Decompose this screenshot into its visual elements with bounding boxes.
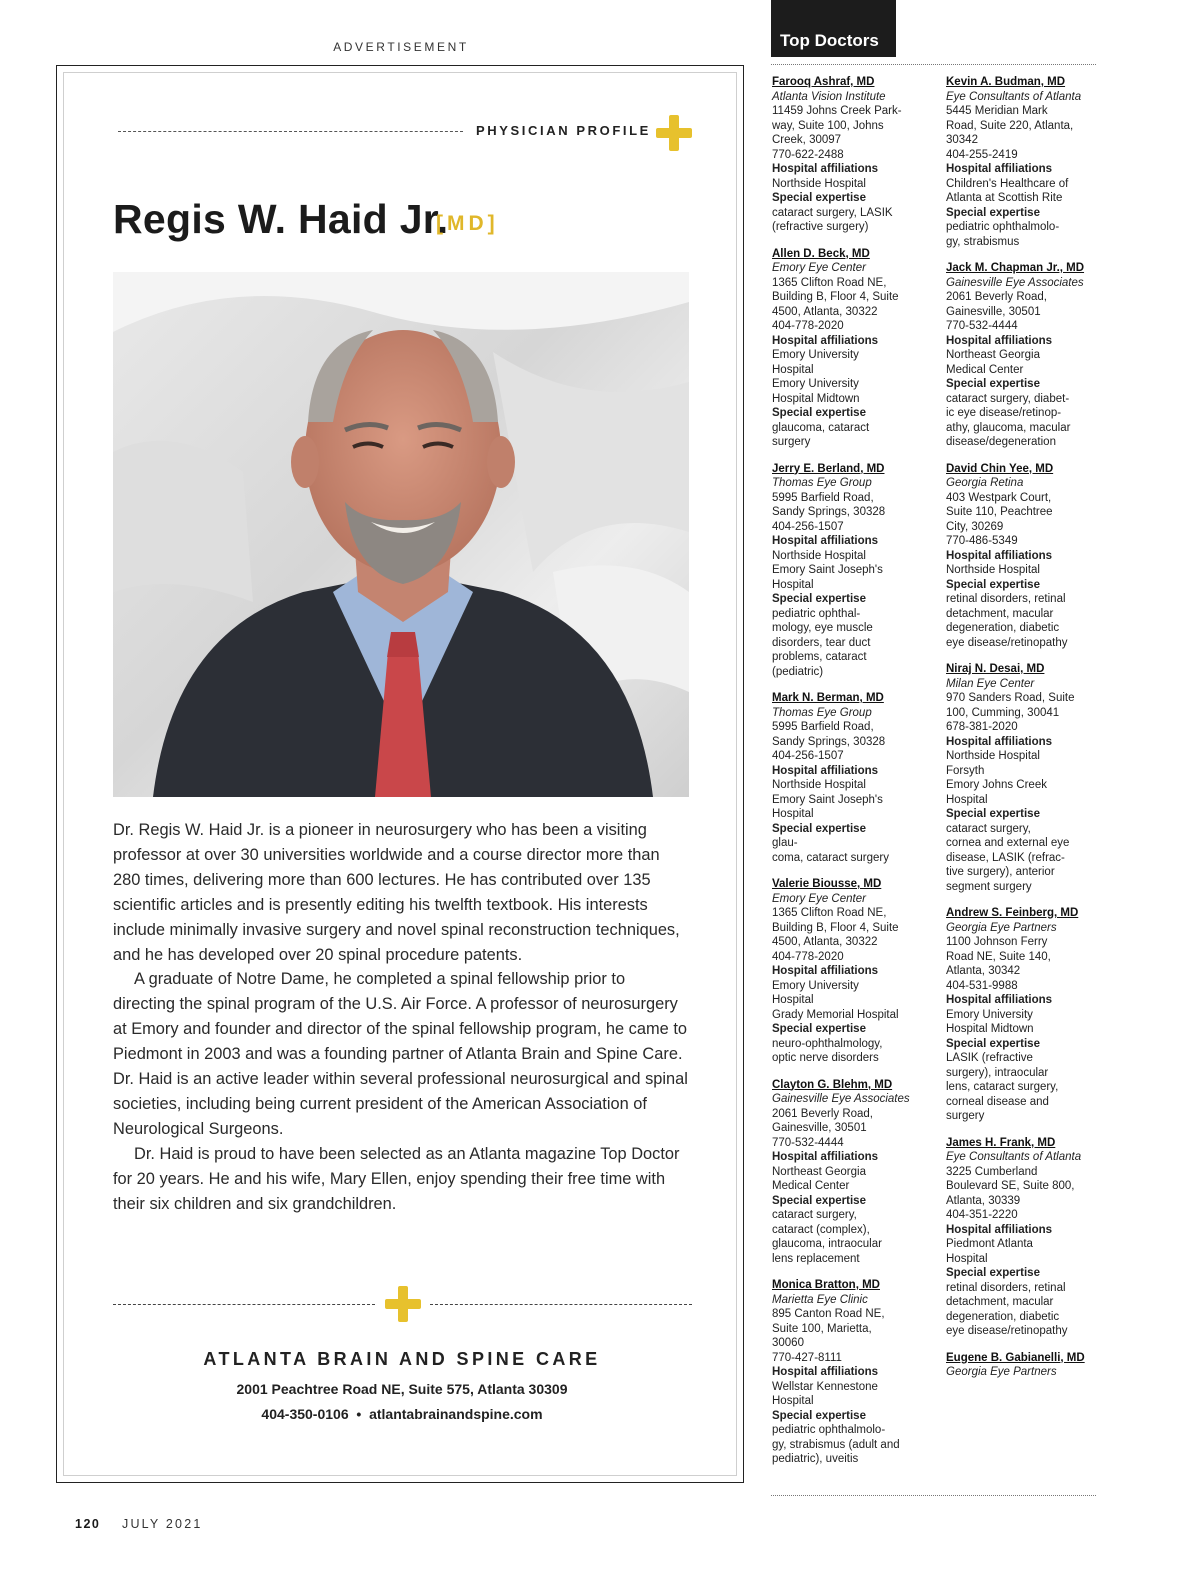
doctor-name: Andrew S. Feinberg, MD <box>946 907 1079 919</box>
doctor-phone: 770-427-8111 <box>772 1351 842 1364</box>
hospital-affiliation: Emory University <box>946 1008 1033 1021</box>
doctor-entry <box>772 691 924 865</box>
doctor-name: Jack M. Chapman Jr., MD <box>946 262 1085 274</box>
hospital-affiliations-heading: Hospital affiliations <box>772 163 879 175</box>
hospital-affiliation: Medical Center <box>946 363 1024 376</box>
special-expertise-line: disease/degeneration <box>946 436 1056 448</box>
plus-icon <box>385 1286 421 1322</box>
doctor-phone: 404-778-2020 <box>772 950 844 963</box>
doctor-entry <box>946 462 1098 651</box>
doctor-entry <box>946 1351 1098 1380</box>
doctor-entry <box>772 462 924 680</box>
special-expertise-line: glaucoma, intraocular <box>772 1238 882 1250</box>
bio-paragraph: Dr. Regis W. Haid Jr. is a pioneer in neurosurgery who has been a visiting professor at over 30 universities worldwide and a course director more than 280 times, delivering more than 600 lectures. He has contributed over 135 scientific articles and is presently editing his twelfth textbook. His interests include minimally invasive surgery and novel spinal reconstruction techniques, and he has developed over 20 spinal procedure patents. <box>113 821 680 964</box>
hospital-affiliations-heading: Hospital affiliations <box>946 163 1053 175</box>
doctor-entry <box>772 247 924 450</box>
special-expertise-line: coma, cataract surgery <box>772 851 889 864</box>
special-expertise-line: neuro-ophthalmology, <box>772 1037 883 1050</box>
doctor-list-column-2 <box>946 75 1098 1392</box>
doctor-practice: Eye Consultants of Atlanta <box>946 90 1082 103</box>
special-expertise-line: optic nerve disorders <box>772 1052 879 1064</box>
hospital-affiliation: Piedmont Atlanta <box>946 1238 1033 1250</box>
doctor-entry <box>946 1136 1098 1339</box>
special-expertise-line: detachment, macular <box>946 607 1054 620</box>
bio-paragraph: Dr. Haid is proud to have been selected as an Atlanta magazine Top Doctor for 20 years. He and his wife, Mary Ellen, enjoy spending their free time with their six children and six grandchildren. <box>113 1144 680 1213</box>
hospital-affiliation: Northside Hospital <box>946 564 1040 576</box>
special-expertise-heading: Special expertise <box>772 822 866 835</box>
hospital-affiliation: Hospital <box>946 1252 988 1265</box>
doctor-address-line: Sandy Springs, 30328 <box>772 735 886 748</box>
special-expertise-heading: Special expertise <box>946 206 1040 219</box>
special-expertise-line: pediatric), uveitis <box>772 1453 859 1465</box>
hospital-affiliations-heading: Hospital affiliations <box>772 764 879 777</box>
hospital-affiliations-heading: Hospital affiliations <box>946 549 1053 562</box>
doctor-phone: 404-351-2220 <box>946 1209 1018 1221</box>
doctor-address-line: 5995 Barfield Road, <box>772 491 874 504</box>
hospital-affiliation: Emory Saint Joseph's <box>772 564 883 576</box>
hospital-affiliations-heading: Hospital affiliations <box>946 735 1053 748</box>
practice-phone: 404-350-0106 <box>261 1406 349 1422</box>
doctor-name: Monica Bratton, MD <box>772 1279 880 1291</box>
special-expertise-line: pediatric ophthalmolo- <box>946 221 1060 233</box>
doctor-practice: Emory Eye Center <box>772 892 866 905</box>
special-expertise-heading: Special expertise <box>946 1037 1040 1050</box>
doctor-practice: Emory Eye Center <box>772 262 866 274</box>
doctor-address-line: 100, Cumming, 30041 <box>946 706 1060 719</box>
doctor-name: David Chin Yee, MD <box>946 462 1054 475</box>
doctor-address-line: 1100 Johnson Ferry <box>946 936 1048 948</box>
doctor-list-column-1 <box>772 75 924 1479</box>
doctor-practice: Gainesville Eye Associates <box>946 276 1084 289</box>
hospital-affiliation: Emory Johns Creek <box>946 779 1047 791</box>
doctor-address-line: 970 Sanders Road, Suite <box>946 692 1075 704</box>
doctor-address-line: Atlanta, 30342 <box>946 965 1021 977</box>
special-expertise-heading: Special expertise <box>772 1409 866 1422</box>
special-expertise-line: eye disease/retinopathy <box>946 1325 1068 1337</box>
special-expertise-line: lens, cataract surgery, <box>946 1081 1059 1093</box>
practice-website[interactable]: atlantabrainandspine.com <box>369 1406 543 1422</box>
doctor-practice: Georgia Eye Partners <box>946 921 1057 934</box>
hospital-affiliations-heading: Hospital affiliations <box>772 535 879 547</box>
doctor-practice: Gainesville Eye Associates <box>772 1093 910 1105</box>
special-expertise-line: problems, cataract <box>772 651 867 663</box>
footer-dashed-rule-right <box>430 1304 692 1305</box>
doctor-address-line: Road NE, Suite 140, <box>946 950 1051 963</box>
special-expertise-line: surgery <box>946 1110 985 1122</box>
plus-icon <box>656 115 692 151</box>
doctor-address-line: 5445 Meridian Mark <box>946 105 1048 117</box>
doctor-name: Allen D. Beck, MD <box>772 247 870 260</box>
hospital-affiliations-heading: Hospital affiliations <box>946 1223 1053 1236</box>
special-expertise-line: degeneration, diabetic <box>946 1310 1060 1323</box>
hospital-affiliations-heading: Hospital affiliations <box>772 1366 879 1378</box>
doctor-address-line: 4500, Atlanta, 30322 <box>772 936 878 948</box>
doctor-phone: 678-381-2020 <box>946 721 1018 733</box>
doctor-address-line: 1365 Clifton Road NE, <box>772 276 887 289</box>
footer-dashed-rule-left <box>113 1304 375 1305</box>
special-expertise-line: (refractive surgery) <box>772 221 869 233</box>
special-expertise-line: disorders, tear duct <box>772 636 871 649</box>
section-label: PHYSICIAN PROFILE <box>476 123 651 138</box>
practice-address: 2001 Peachtree Road NE, Suite 575, Atlanta 30309 <box>236 1381 568 1397</box>
doctor-entry <box>946 662 1098 894</box>
doctor-practice: Thomas Eye Group <box>772 706 872 719</box>
doctor-address-line: 4500, Atlanta, 30322 <box>772 305 878 318</box>
special-expertise-line: cataract surgery, LASIK <box>772 206 893 219</box>
hospital-affiliation: Wellstar Kennestone <box>772 1380 878 1393</box>
doctor-name: Eugene B. Gabianelli, MD <box>946 1351 1085 1364</box>
doctor-address-line: 30060 <box>772 1337 804 1349</box>
hospital-affiliations-heading: Hospital affiliations <box>772 965 879 977</box>
special-expertise-line: retinal disorders, retinal <box>946 593 1066 605</box>
special-expertise-line: surgery <box>772 436 811 448</box>
top-doctors-bottom-rule <box>771 1495 1096 1496</box>
doctor-address-line: Building B, Floor 4, Suite <box>772 921 899 934</box>
special-expertise-line: LASIK (refractive <box>946 1052 1033 1064</box>
special-expertise-line: cataract surgery, <box>772 1209 857 1221</box>
special-expertise-line: disease, LASIK (refrac- <box>946 851 1065 864</box>
top-doctors-tab-label: Top Doctors <box>780 31 879 50</box>
hospital-affiliation: Children's Healthcare of <box>946 177 1069 190</box>
special-expertise-heading: Special expertise <box>946 808 1040 820</box>
doctor-phone: 770-532-4444 <box>772 1136 844 1149</box>
special-expertise-line: gy, strabismus <box>946 235 1020 248</box>
doctor-address-line: Creek, 30097 <box>772 134 842 146</box>
hospital-affiliation: Hospital <box>772 1395 814 1407</box>
special-expertise-line: detachment, macular <box>946 1296 1054 1308</box>
doctor-address-line: Gainesville, 30501 <box>946 305 1041 318</box>
portrait-illustration <box>113 272 689 797</box>
doctor-phone: 770-532-4444 <box>946 320 1018 332</box>
special-expertise-line: glaucoma, cataract <box>772 421 870 434</box>
hospital-affiliation: Emory University <box>772 349 859 361</box>
hospital-affiliations-heading: Hospital affiliations <box>946 334 1053 347</box>
doctor-entry <box>772 1078 924 1267</box>
doctor-address-line: 1365 Clifton Road NE, <box>772 907 887 919</box>
doctor-address-line: Building B, Floor 4, Suite <box>772 291 899 303</box>
doctor-name: Jerry E. Berland, MD <box>772 462 885 475</box>
top-doctors-top-rule <box>771 64 1096 65</box>
doctor-phone: 404-531-9988 <box>946 979 1018 992</box>
doctor-address-line: 403 Westpark Court, <box>946 491 1052 504</box>
special-expertise-heading: Special expertise <box>772 192 866 204</box>
hospital-affiliation: Grady Memorial Hospital <box>772 1008 899 1021</box>
doctor-practice: Atlanta Vision Institute <box>772 90 886 103</box>
separator-bullet: • <box>356 1406 362 1422</box>
doctor-address-line: Suite 100, Marietta, <box>772 1322 872 1335</box>
doctor-phone: 404-256-1507 <box>772 520 844 533</box>
hospital-affiliations-heading: Hospital affiliations <box>772 334 879 347</box>
hospital-affiliation: Emory Saint Joseph's <box>772 793 883 806</box>
doctor-entry <box>946 75 1098 249</box>
doctor-address-line: 11459 Johns Creek Park- <box>772 105 902 117</box>
doctor-address-line: 30342 <box>946 134 978 146</box>
doctor-address-line: 895 Canton Road NE, <box>772 1308 885 1320</box>
doctor-practice: Milan Eye Center <box>946 677 1035 690</box>
hospital-affiliation: Hospital Midtown <box>772 392 860 405</box>
special-expertise-heading: Special expertise <box>772 1023 866 1035</box>
special-expertise-line: eye disease/retinopathy <box>946 636 1068 649</box>
page-number: 120 <box>75 1517 101 1531</box>
doctor-practice: Georgia Retina <box>946 477 1024 489</box>
hospital-affiliation: Hospital <box>772 808 814 820</box>
doctor-name: Kevin A. Budman, MD <box>946 76 1066 88</box>
advertisement-label: ADVERTISEMENT <box>333 40 469 54</box>
doctor-address-line: Atlanta, 30339 <box>946 1194 1021 1207</box>
special-expertise-heading: Special expertise <box>772 1194 866 1207</box>
doctor-name: James H. Frank, MD <box>946 1136 1056 1149</box>
doctor-address-line: Suite 110, Peachtree <box>946 506 1053 518</box>
doctor-address-line: 2061 Beverly Road, <box>946 291 1048 303</box>
special-expertise-line: cataract surgery, diabet- <box>946 392 1070 405</box>
hospital-affiliations-heading: Hospital affiliations <box>772 1151 879 1163</box>
physician-name: Regis W. Haid Jr. <box>113 196 449 242</box>
hospital-affiliation: Hospital Midtown <box>946 1023 1034 1035</box>
hospital-affiliation: Forsyth <box>946 764 985 777</box>
doctor-address-line: way, Suite 100, Johns <box>772 119 884 132</box>
hospital-affiliation: Hospital <box>772 578 814 591</box>
practice-name: ATLANTA BRAIN AND SPINE CARE <box>203 1349 601 1369</box>
hospital-affiliation: Hospital <box>772 363 814 376</box>
doctor-address-line: City, 30269 <box>946 520 1004 533</box>
practice-contact <box>113 1406 691 1422</box>
special-expertise-line: mology, eye muscle <box>772 622 873 634</box>
doctor-address-line: Gainesville, 30501 <box>772 1122 867 1134</box>
special-expertise-heading: Special expertise <box>946 378 1040 390</box>
special-expertise-line: pediatric ophthal- <box>772 607 861 620</box>
special-expertise-line: gy, strabismus (adult and <box>772 1438 900 1451</box>
hospital-affiliation: Atlanta at Scottish Rite <box>946 192 1063 204</box>
special-expertise-line: corneal disease and <box>946 1095 1049 1108</box>
doctor-name: Valerie Biousse, MD <box>772 878 882 890</box>
special-expertise-line: degeneration, diabetic <box>946 622 1060 634</box>
special-expertise-heading: Special expertise <box>772 593 866 605</box>
doctor-practice: Eye Consultants of Atlanta <box>946 1151 1082 1163</box>
hospital-affiliation: Northeast Georgia <box>946 349 1040 361</box>
special-expertise-heading: Special expertise <box>946 578 1040 591</box>
special-expertise-line: lens replacement <box>772 1252 860 1265</box>
doctor-entry <box>946 906 1098 1124</box>
hospital-affiliation: Hospital <box>772 994 814 1006</box>
doctor-phone: 404-255-2419 <box>946 148 1018 161</box>
bio-paragraph: A graduate of Notre Dame, he completed a spinal fellowship prior to directing the spinal program of the U.S. Air Force. A professor of neurosurgery at Emory and founder and director of the spinal fellowship program, he came to Piedmont in 2003 and was a founding partner of Atlanta Brain and Spine Care. Dr. Haid is an active leader within several professional neurosurgical and spinal societies, including being current president of the American Association of Neurological Surgeons. <box>113 970 688 1138</box>
doctor-entry <box>946 261 1098 450</box>
hospital-affiliations-heading: Hospital affiliations <box>946 994 1053 1006</box>
special-expertise-line: segment surgery <box>946 880 1032 893</box>
hospital-affiliation: Hospital <box>946 793 988 806</box>
hospital-affiliation: Northside Hospital <box>946 750 1040 762</box>
doctor-address-line: Boulevard SE, Suite 800, <box>946 1180 1075 1192</box>
doctor-phone: 770-622-2488 <box>772 148 844 161</box>
profile-dashed-rule <box>118 131 463 132</box>
hospital-affiliation: Emory University <box>772 979 859 992</box>
doctor-entry <box>772 877 924 1066</box>
physician-bio <box>113 818 691 1217</box>
special-expertise-line: glau- <box>772 837 798 849</box>
doctor-practice: Thomas Eye Group <box>772 477 872 489</box>
doctor-name: Clayton G. Blehm, MD <box>772 1078 893 1091</box>
doctor-address-line: 5995 Barfield Road, <box>772 721 874 733</box>
special-expertise-line: cataract surgery, <box>946 822 1031 835</box>
special-expertise-line: pediatric ophthalmolo- <box>772 1424 886 1436</box>
special-expertise-line: retinal disorders, retinal <box>946 1281 1066 1294</box>
doctor-name: Mark N. Berman, MD <box>772 692 884 704</box>
hospital-affiliation: Northside Hospital <box>772 779 866 791</box>
doctor-entry <box>772 1278 924 1467</box>
doctor-address-line: Road, Suite 220, Atlanta, <box>946 119 1074 132</box>
special-expertise-line: cornea and external eye <box>946 837 1070 849</box>
doctor-name: Farooq Ashraf, MD <box>772 76 875 88</box>
doctor-name: Niraj N. Desai, MD <box>946 663 1045 675</box>
hospital-affiliation: Emory University <box>772 378 859 390</box>
doctor-entry <box>772 75 924 235</box>
special-expertise-heading: Special expertise <box>946 1267 1040 1279</box>
doctor-practice: Georgia Eye Partners <box>946 1366 1057 1378</box>
doctor-address-line: 3225 Cumberland <box>946 1165 1038 1178</box>
special-expertise-line: ic eye disease/retinop- <box>946 407 1062 419</box>
doctor-phone: 404-256-1507 <box>772 750 844 762</box>
hospital-affiliation: Northeast Georgia <box>772 1165 866 1178</box>
issue-date: JULY 2021 <box>122 1517 203 1531</box>
special-expertise-line: (pediatric) <box>772 665 824 678</box>
doctor-address-line: 2061 Beverly Road, <box>772 1107 874 1120</box>
hospital-affiliation: Medical Center <box>772 1180 850 1192</box>
doctor-address-line: Sandy Springs, 30328 <box>772 506 886 518</box>
special-expertise-line: tive surgery), anterior <box>946 866 1055 878</box>
top-doctors-tab <box>771 0 896 57</box>
special-expertise-line: cataract (complex), <box>772 1223 870 1236</box>
special-expertise-line: athy, glaucoma, macular <box>946 421 1071 434</box>
doctor-practice: Marietta Eye Clinic <box>772 1293 868 1306</box>
hospital-affiliation: Northside Hospital <box>772 549 866 562</box>
special-expertise-heading: Special expertise <box>772 407 866 419</box>
hospital-affiliation: Northside Hospital <box>772 177 866 190</box>
physician-portrait <box>113 272 689 797</box>
special-expertise-line: surgery), intraocular <box>946 1066 1049 1079</box>
physician-credential: [MD] <box>436 212 499 235</box>
doctor-phone: 404-778-2020 <box>772 320 844 332</box>
doctor-phone: 770-486-5349 <box>946 535 1018 547</box>
